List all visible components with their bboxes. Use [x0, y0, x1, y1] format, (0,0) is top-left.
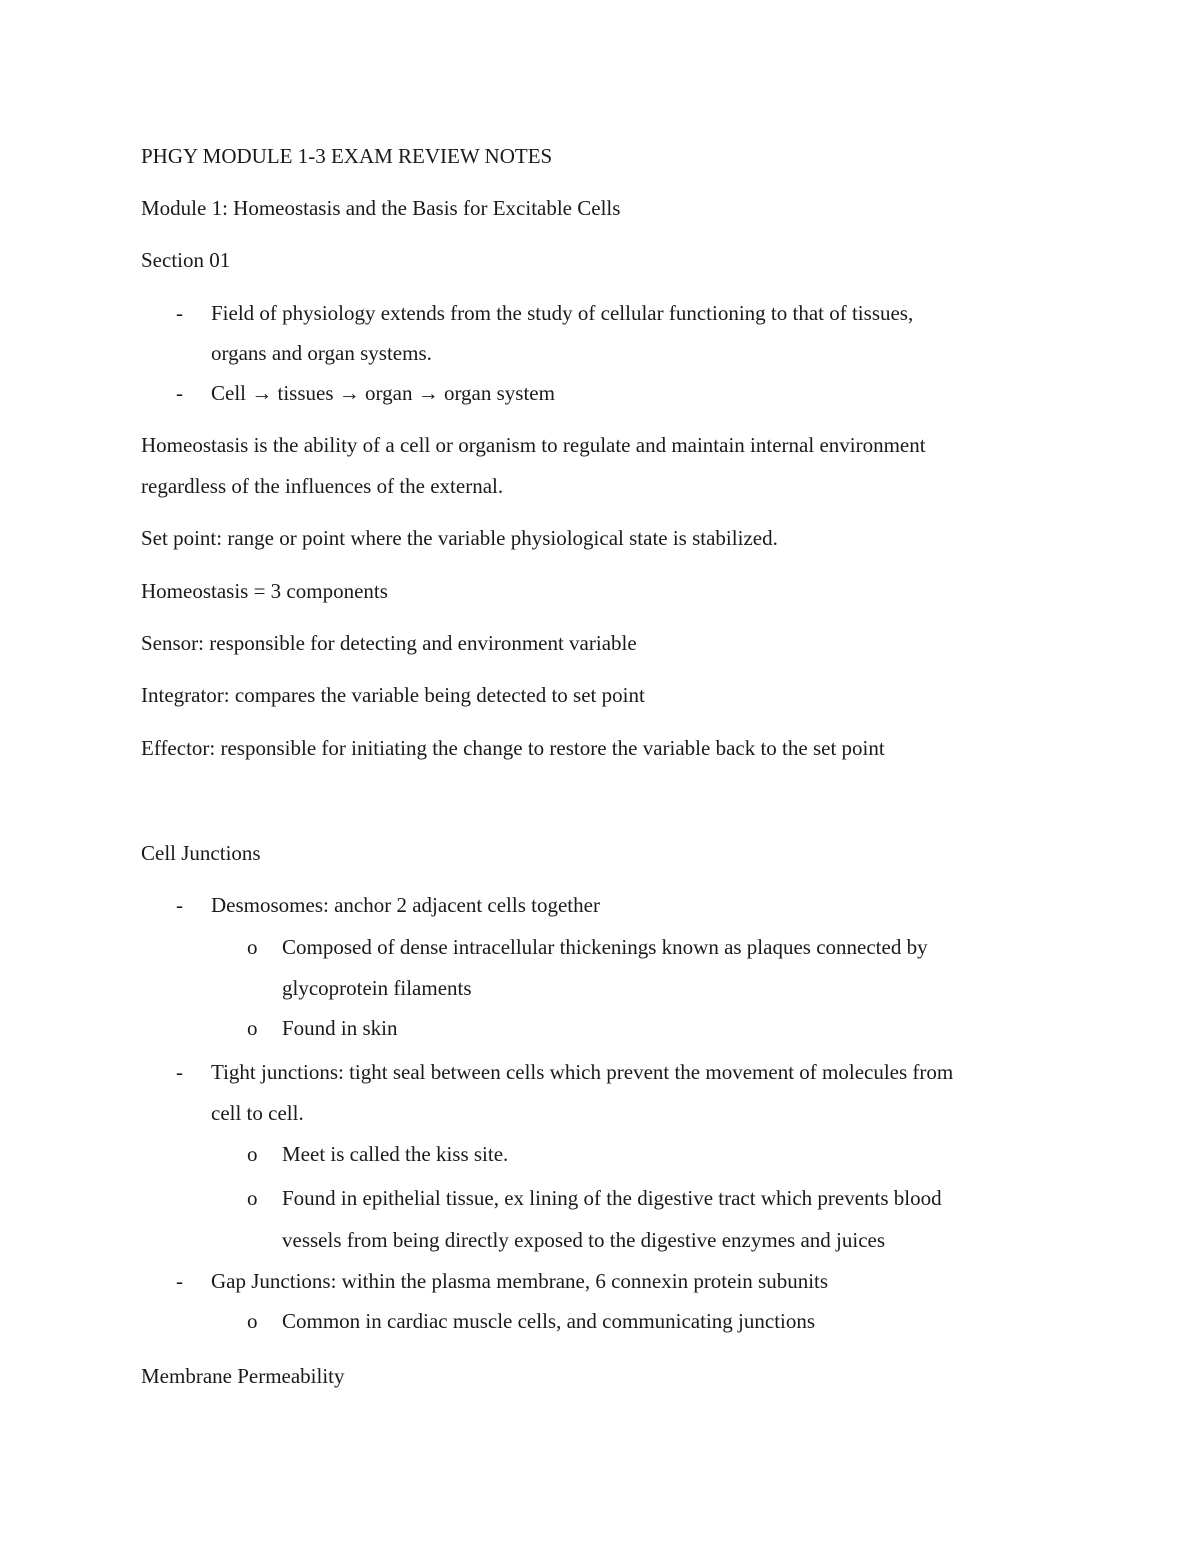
- paragraph-line: Homeostasis is the ability of a cell or organism to regulate and maintain internal environment: [141, 433, 926, 457]
- effector-definition: Effector: responsible for initiating the change to restore the variable back to the set point: [141, 736, 885, 760]
- document-title: PHGY MODULE 1-3 EXAM REVIEW NOTES: [141, 144, 553, 168]
- bullet-marker: -: [176, 893, 183, 917]
- sub-bullet-marker: o: [247, 1016, 258, 1040]
- bullet-marker: -: [176, 301, 183, 325]
- paragraph-line: regardless of the influences of the external.: [141, 474, 504, 498]
- sub-bullet-marker: o: [247, 1309, 258, 1333]
- bullet-text: cell to cell.: [211, 1101, 304, 1125]
- sensor-definition: Sensor: responsible for detecting and environment variable: [141, 631, 637, 655]
- sub-bullet-text: Found in epithelial tissue, ex lining of the digestive tract which prevents blood: [282, 1186, 942, 1210]
- sub-bullet-text: Composed of dense intracellular thickenings known as plaques connected by: [282, 935, 928, 959]
- sub-bullet-text: Meet is called the kiss site.: [282, 1142, 509, 1166]
- sub-bullet-text: Found in skin: [282, 1016, 398, 1040]
- bullet-text: Field of physiology extends from the study of cellular functioning to that of tissues,: [211, 301, 914, 325]
- bullet-text: Gap Junctions: within the plasma membrane, 6 connexin protein subunits: [211, 1269, 829, 1293]
- bullet-text: Desmosomes: anchor 2 adjacent cells together: [211, 893, 600, 917]
- sub-bullet-marker: o: [247, 1142, 258, 1166]
- bullet-marker: -: [176, 1269, 183, 1293]
- module-heading: Module 1: Homeostasis and the Basis for Excitable Cells: [141, 196, 621, 220]
- sub-bullet-text: glycoprotein filaments: [282, 976, 472, 1000]
- bullet-text: organs and organ systems.: [211, 341, 432, 365]
- sub-bullet-text: vessels from being directly exposed to the digestive enzymes and juices: [282, 1228, 886, 1252]
- sub-bullet-marker: o: [247, 1186, 258, 1210]
- integrator-definition: Integrator: compares the variable being detected to set point: [141, 683, 645, 707]
- bullet-marker: -: [176, 1060, 183, 1084]
- sub-bullet-text: Common in cardiac muscle cells, and communicating junctions: [282, 1309, 816, 1333]
- bullet-marker: -: [176, 381, 183, 405]
- section-heading: Section 01: [141, 248, 231, 272]
- section-heading: Membrane Permeability: [141, 1364, 345, 1388]
- section-heading: Cell Junctions: [141, 841, 261, 865]
- bullet-text: Tight junctions: tight seal between cells which prevent the movement of molecules from: [211, 1060, 954, 1084]
- sub-bullet-marker: o: [247, 935, 258, 959]
- components-heading: Homeostasis = 3 components: [141, 579, 388, 603]
- bullet-text: Cell → tissues → organ → organ system: [211, 381, 555, 405]
- set-point-definition: Set point: range or point where the variable physiological state is stabilized.: [141, 526, 778, 550]
